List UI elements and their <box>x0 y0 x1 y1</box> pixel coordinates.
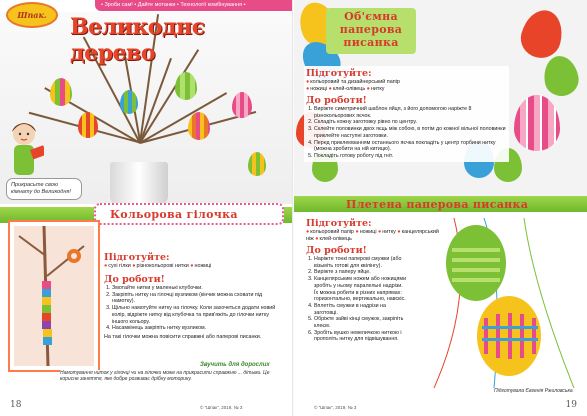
prep-heading: Підготуйте: <box>306 218 372 229</box>
section-title-woven: Плетена паперова писанка <box>346 198 529 211</box>
step-item: 2. Складіть кожну заготовку рівно по центру. <box>314 119 507 126</box>
work-heading: До роботи! <box>104 274 165 285</box>
steps-list <box>306 106 507 160</box>
prep-heading: Підготуйте: <box>306 68 372 79</box>
step-item: 4. Вплетіть смужки в надрізи на заготовці. <box>314 303 408 316</box>
speech-bubble: Прикрасьте свою кімнату до Великодня! <box>6 178 82 200</box>
egg-ornament <box>120 90 138 114</box>
step-item: 4. Перед приклеюванням останнього яєчка покладіть у центр торбини нитку (можна зробити на ній китицю). <box>314 140 507 153</box>
step-item: 1. Виріжте симетричний шаблон яйця, з його допомогою наріжте 8 різнокольорових яєчок. <box>314 106 507 119</box>
step-item: 3. Щільно намотуйте нитку на гілочку. Коли захочеться додати новий колір, відріжте нитку від клубочка та прив'яжіть до гілочки нитку іншого кольору. <box>112 305 286 325</box>
step-item: 3. Канцелярським ножем або ножицями зробіть у ньому паралельні надрізи. Їх можна робити в різних напрямах: горизонтально, вертикально, навскіс. <box>314 276 408 303</box>
page-title: Великоднє дерево <box>70 14 205 66</box>
left-page <box>0 0 293 416</box>
page-number-left: 18 <box>10 400 22 410</box>
section-title-volumetric: Об'ємна паперова писанка <box>339 10 403 49</box>
topic-bar: • Зроби сам! • Дайте мотанки • Технології комбінування • <box>95 0 293 11</box>
step-item: 4. Насамкінець закріпіть нитку вузликом. <box>112 325 286 332</box>
after-note: На такі гілочки можна повісити справжні або паперові писанки. <box>104 333 262 340</box>
copyright-right: © "Шпак", 2019, № 3 <box>314 405 357 410</box>
colored-branch-photo <box>10 222 98 370</box>
egg-ornament <box>232 92 252 118</box>
steps-list <box>298 256 408 343</box>
prep-heading: Підготуйте: <box>104 252 170 263</box>
girl-illustration <box>4 120 44 186</box>
step-item: 6. Зробіть вушко невеличкою ниткою і прополіть нитку для підвішування. <box>314 330 408 343</box>
work-heading: До роботи! <box>306 245 367 256</box>
copyright-left: © "Шпак", 2019, № 3 <box>200 405 243 410</box>
work-heading: До роботи! <box>306 95 367 106</box>
step-item: 1. Наріжте тонкі паперові смужки (або візьміть готові для квілінгу). <box>314 256 408 269</box>
page-number-right: 19 <box>565 400 577 410</box>
right-page <box>294 0 587 416</box>
step-item: 5. Обріжте зайві кінці смужок, закріпіть клеєм. <box>314 316 408 329</box>
magazine-logo: Шпак. <box>6 2 58 28</box>
tip-title: Звучить для дорослих <box>200 362 270 368</box>
prep-list: ●кольоровий папір ●ножиці ●нитку ●канцелярський ніж ●клей-олівець <box>306 229 439 242</box>
tip-text: Намотування ниток у гілочці чи на гілочки може на прикрасити справжню ... дітьми. Це корисне заняття, яке добре розвиває дрібну моторику. <box>60 370 285 383</box>
egg-ornament <box>50 78 72 106</box>
step-item: 1. Змотайте нитки у маленькі клубочки. <box>112 285 286 292</box>
prep-list: ●сухі гілки ●різнокольорові нитки ●ножиці <box>104 263 212 269</box>
step-item: 5. Покладіть готову роботу під гніт. <box>314 153 507 160</box>
prep-list: ●кольоровий та дизайнерський папір ●ножиці ●клей-олівець ●нитку <box>306 79 400 92</box>
egg-ornament <box>248 152 266 176</box>
author-credit: Підготувала Євгенія Ржиловська <box>494 388 573 394</box>
egg-ornament <box>188 112 210 140</box>
colored-branch-instructions <box>104 252 286 341</box>
vase <box>110 162 168 206</box>
section-title-colored-branch: Кольорова гілочка <box>110 208 238 221</box>
volumetric-instructions <box>304 66 509 162</box>
egg-ornament <box>78 112 98 138</box>
step-item: 2. Закріпіть нитку на гілочці вузликом (кінчик можна сховати під намотку). <box>112 292 286 305</box>
woven-eggs-photo <box>414 218 586 388</box>
step-item: 2. Виріжте з паперу яйце. <box>314 269 408 276</box>
egg-ornament <box>175 72 197 100</box>
step-item: 3. Склейте половинки двох яєць між собою, в потім до кожної вільної половинки приклейте наступні заготовки. <box>314 126 507 139</box>
steps-list <box>104 285 286 332</box>
